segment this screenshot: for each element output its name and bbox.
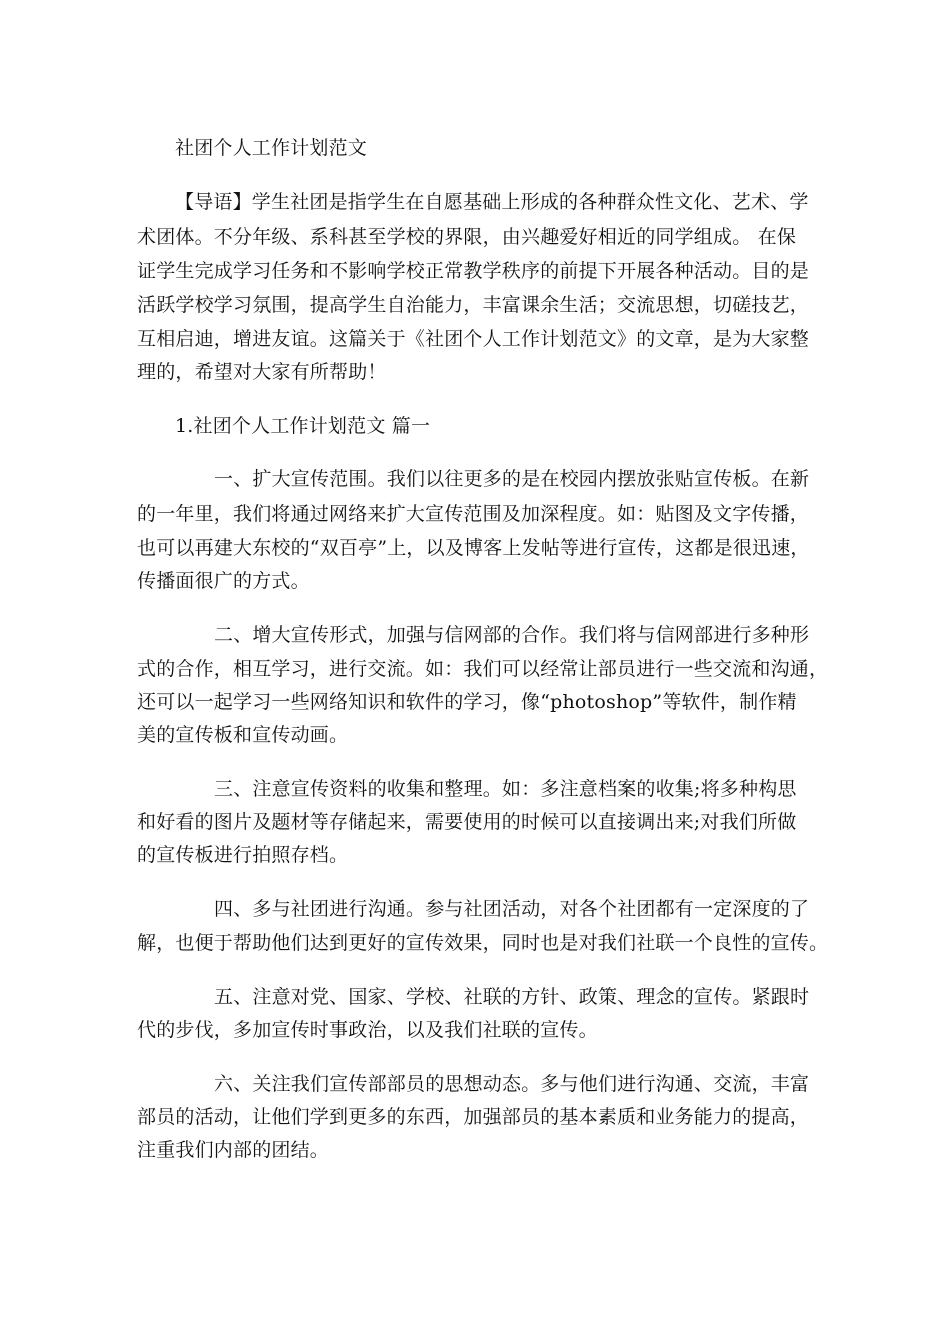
section-heading: 1.社团个人工作计划范文 篇一: [175, 415, 431, 437]
intro-line: 证学生完成学习任务和不影响学校正常教学秩序的前提下开展各种活动。目的是: [137, 260, 810, 282]
paragraph-line: 和好看的图片及题材等存储起来，需要使用的时候可以直接调出来;对我们所做: [137, 811, 797, 833]
paragraph-line: 还可以一起学习一些网络知识和软件的学习，像“photoshop”等软件，制作精: [137, 691, 797, 713]
paragraph-line: 传播面很广的方式。: [137, 570, 310, 592]
intro-line: 术团体。不分年级、系科甚至学校的界限，由兴趣爱好相近的同学组成。 在保: [137, 226, 797, 248]
paragraph-line: 注重我们内部的团结。: [137, 1139, 330, 1161]
paragraph-line: 的宣传板进行拍照存档。: [137, 844, 349, 866]
paragraph-line: 代的步伐，多加宣传时事政治，以及我们社联的宣传。: [137, 1019, 598, 1041]
paragraph-line: 一、扩大宣传范围。我们以往更多的是在校园内摆放张贴宣传板。在新: [214, 468, 810, 490]
paragraph-line: 三、注意宣传资料的收集和整理。如：多注意档案的收集;将多种构思: [214, 778, 797, 800]
paragraph-line: 四、多与社团进行沟通。参与社团活动，对各个社团都有一定深度的了: [214, 898, 810, 920]
intro-line: 【导语】学生社团是指学生在自愿基础上形成的各种群众性文化、艺术、学: [175, 191, 809, 213]
paragraph-line: 六、关注我们宣传部部员的思想动态。多与他们进行沟通、交流，丰富: [214, 1073, 810, 1095]
paragraph-line: 美的宣传板和宣传动画。: [137, 724, 349, 746]
paragraph-line: 二、增大宣传形式，加强与信网部的合作。我们将与信网部进行多种形: [214, 624, 810, 646]
paragraph-line: 五、注意对党、国家、学校、社联的方针、政策、理念的宣传。紧跟时: [214, 986, 810, 1008]
intro-line: 互相启迪，增进友谊。这篇关于《社团个人工作计划范文》的文章，是为大家整: [137, 328, 810, 350]
paragraph-line: 解，也便于帮助他们达到更好的宣传效果，同时也是对我们社联一个良性的宣传。: [137, 932, 829, 954]
document-title: 社团个人工作计划范文: [175, 137, 368, 159]
intro-line: 活跃学校学习氛围，提高学生自治能力，丰富课余生活；交流思想，切磋技艺，: [137, 294, 810, 316]
paragraph-line: 式的合作，相互学习，进行交流。如：我们可以经常让部员进行一些交流和沟通，: [137, 658, 829, 680]
paragraph-line: 部员的活动，让他们学到更多的东西，加强部员的基本素质和业务能力的提高，: [137, 1106, 810, 1128]
intro-line: 理的，希望对大家有所帮助！: [137, 361, 387, 383]
paragraph-line: 也可以再建大东校的“双百亭”上，以及博客上发帖等进行宣传，这都是很迅速，: [137, 537, 810, 559]
paragraph-line: 的一年里，我们将通过网络来扩大宣传范围及加深程度。如：贴图及文字传播，: [137, 503, 810, 525]
